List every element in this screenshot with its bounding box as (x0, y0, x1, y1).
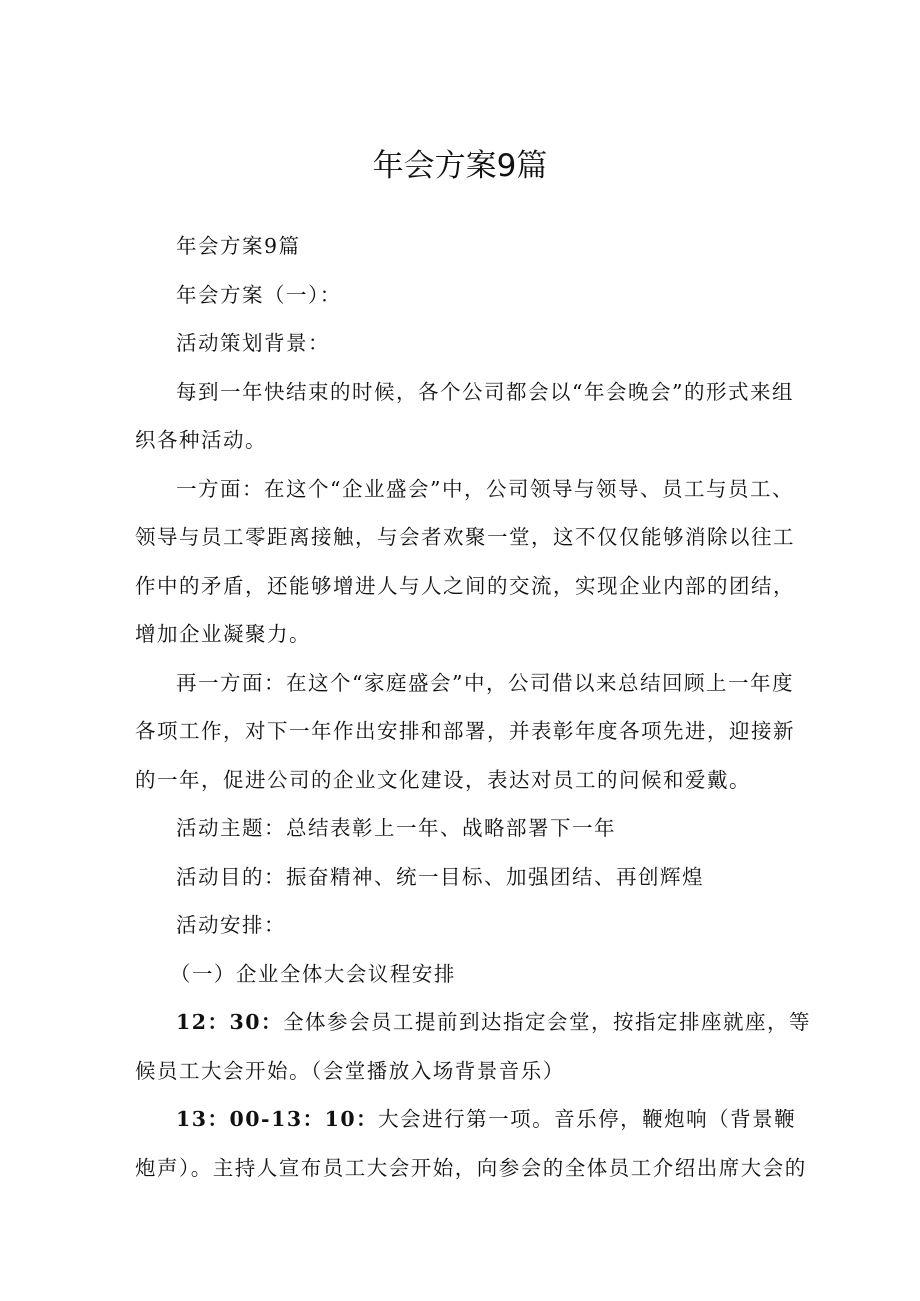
schedule-time: 13：00-13：10： (176, 1107, 379, 1131)
paragraph-plan-one: 年会方案（一）： (176, 282, 342, 307)
paragraph-subtitle: 年会方案9篇 (176, 234, 301, 258)
schedule-text: 全体参会员工提前到达指定会堂，按指定排座就座，等候员工大会开始。（会堂播放入场背景音乐） (135, 1010, 812, 1083)
paragraph-purpose: 活动目的：振奋精神、统一目标、加强团结、再创辉煌 (176, 864, 704, 889)
paragraph-arrangement-heading: 活动安排： (176, 913, 286, 937)
paragraph-agenda-heading: （一）企业全体大会议程安排 (169, 961, 456, 986)
paragraph-second-aspect: 再一方面：在这个“家庭盛会”中，公司借以来总结回顾上一年度各项工作，对下一年作出安排和部署，并表彰年度各项先进，迎接新的一年，促进公司的企业文化建设，表达对员工的问候和爱戴。 (135, 670, 795, 792)
paragraph-theme: 活动主题：总结表彰上一年、战略部署下一年 (176, 816, 616, 840)
schedule-item (135, 1095, 815, 1192)
schedule-time: 12：30： (176, 1010, 284, 1034)
document-title: 年会方案9篇 (372, 148, 548, 184)
paragraph-first-aspect: 一方面：在这个“企业盛会”中，公司领导与领导、员工与员工、领导与员工零距离接触，与会者欢聚一堂，这不仅仅能够消除以往工作中的矛盾，还能够增进人与人之间的交流，实现企业内部的团结，增加企业凝聚力。 (135, 476, 795, 646)
schedule-text: 大会进行第一项。音乐停，鞭炮响（背景鞭炮声）。主持人宣布员工大会开始，向参会的全体员工介绍出席大会的 (135, 1107, 807, 1180)
schedule-item (135, 998, 815, 1095)
paragraph-background-heading: 活动策划背景： (176, 331, 330, 355)
paragraph-background: 每到一年快结束的时候，各个公司都会以“年会晚会”的形式来组织各种活动。 (135, 379, 794, 452)
document-body (135, 222, 815, 1192)
